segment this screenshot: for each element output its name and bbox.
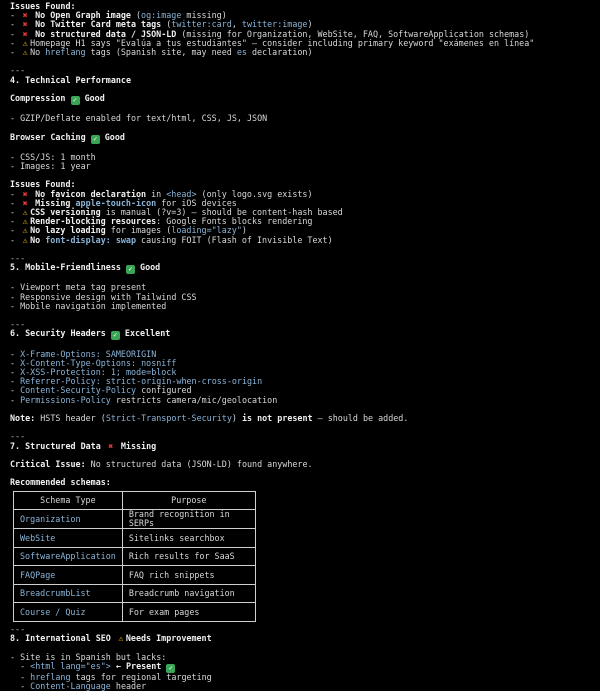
cross-icon: ✖: [22, 188, 28, 199]
warning-icon: ⚠: [118, 633, 124, 644]
intl-line: - hreflang tags for regional targeting: [10, 671, 212, 682]
purpose-cell: Sitelinks searchbox: [122, 529, 255, 548]
check-icon: ✓: [166, 664, 175, 673]
cross-icon: ✖: [22, 28, 28, 39]
caching-line: - CSS/JS: 1 month: [10, 151, 96, 162]
issue-favicon: - ✖ No favicon declaration in <head> (only logo.svg exists): [10, 188, 313, 199]
section-5-title: 5. Mobile-Friendliness ✓ Good: [10, 262, 161, 274]
warning-icon: ⚠: [22, 216, 28, 227]
purpose-cell: Brand recognition in SERPs: [122, 510, 255, 529]
table-row: [14, 584, 256, 603]
column-header: Purpose: [122, 491, 255, 510]
issue-og-image: - ✖ No Open Graph image (og:image missing): [10, 10, 227, 21]
warning-icon: ⚠: [22, 225, 28, 236]
security-header-item: - Content-Security-Policy configured: [10, 385, 192, 396]
mobile-item: - Responsive design with Tailwind CSS: [10, 291, 197, 302]
security-header-item: - Referrer-Policy: strict-origin-when-cross-origin: [10, 376, 263, 387]
security-header-item: - X-Content-Type-Options: nosniff: [10, 357, 177, 368]
caching-heading: Browser Caching ✓ Good: [10, 131, 125, 143]
purpose-cell: Rich results for SaaS: [122, 547, 255, 566]
compression-heading: Compression ✓ Good: [10, 93, 105, 104]
warning-icon: ⚠: [22, 37, 28, 48]
issue-css-versioning: - ⚠ CSS versioning is manual (?v=3) — should be content-hash based: [10, 206, 343, 217]
schema-type-cell: WebSite: [14, 529, 123, 548]
table-row: [14, 603, 256, 622]
purpose-cell: For exam pages: [122, 603, 255, 622]
cross-icon: ✖: [108, 440, 114, 451]
security-header-item: - X-XSS-Protection: 1; mode=block: [10, 366, 177, 377]
warning-icon: ⚠: [22, 206, 28, 217]
table-row: [14, 510, 256, 529]
issues-heading: Issues Found:: [10, 179, 76, 190]
intl-line: - Site is in Spanish but lacks:: [10, 651, 167, 662]
schema-type-cell: FAQPage: [14, 566, 123, 585]
issue-touch-icon: - ✖ Missing apple-touch-icon for iOS devices: [10, 197, 237, 208]
issue-structured-data: - ✖ No structured data / JSON-LD (missing for Organization, WebSite, FAQ, SoftwareApplication schemas): [10, 28, 530, 39]
security-header-item: - Permissions-Policy restricts camera/mic/geolocation: [10, 394, 278, 405]
mobile-item: - Mobile navigation implemented: [10, 300, 167, 311]
issue-hreflang: - ⚠ No hreflang tags (Spanish site, may need es declaration): [10, 47, 313, 58]
check-icon: ✓: [91, 135, 100, 144]
issue-lazy-loading: - ⚠ No lazy loading for images (loading="lazy"): [10, 225, 247, 236]
warning-icon: ⚠: [22, 47, 28, 58]
critical-issue: Critical Issue: No structured data (JSON-LD) found anywhere.: [10, 458, 313, 469]
column-header: Schema Type: [14, 491, 123, 510]
section-7-title: 7. Structured Data ✖ Missing: [10, 440, 157, 451]
recommended-schemas-heading: Recommended schemas:: [10, 477, 111, 488]
issue-homepage-h1: - ⚠ Homepage H1 says "Evalúa a tus estudiantes" — consider including primary keyword "exámenes en línea": [10, 37, 535, 48]
table-row: [14, 566, 256, 585]
table-header-row: [14, 491, 256, 510]
section-6-title: 6. Security Headers ✓ Excellent: [10, 328, 171, 340]
purpose-cell: Breadcrumb navigation: [122, 584, 255, 603]
mobile-item: - Viewport meta tag present: [10, 282, 147, 293]
security-header-item: - X-Frame-Options: SAMEORIGIN: [10, 348, 157, 359]
issue-font-display: - ⚠ No font-display: swap causing FOIT (Flash of Invisible Text): [10, 234, 333, 245]
issue-twitter-card: - ✖ No Twitter Card meta tags (twitter:card, twitter:image): [10, 19, 313, 30]
separator: ---: [10, 623, 26, 634]
check-icon: ✓: [71, 96, 80, 105]
schema-type-cell: Course / Quiz: [14, 603, 123, 622]
intl-line: - <html lang="es"> ← Present ✓: [10, 662, 590, 673]
section-4-title: 4. Technical Performance: [10, 74, 132, 85]
table-row: [14, 547, 256, 566]
table-row: [14, 529, 256, 548]
warning-icon: ⚠: [22, 234, 28, 245]
cross-icon: ✖: [22, 197, 28, 208]
section-8-title: 8. International SEO ⚠ Needs Improvement: [10, 633, 212, 644]
intl-line: - Content-Language header: [10, 680, 147, 691]
separator: ---: [10, 319, 26, 330]
check-icon: ✓: [111, 331, 120, 340]
hsts-note: Note: HSTS header (Strict-Transport-Security) is not present — should be added.: [10, 412, 409, 423]
compression-desc: - GZIP/Deflate enabled for text/html, CSS, JS, JSON: [10, 113, 268, 124]
issues-heading: Issues Found:: [10, 1, 76, 11]
cross-icon: ✖: [22, 10, 28, 21]
schema-type-cell: SoftwareApplication: [14, 547, 123, 566]
separator: ---: [10, 252, 26, 263]
separator: ---: [10, 65, 26, 76]
separator: ---: [10, 431, 26, 442]
schema-type-cell: BreadcrumbList: [14, 584, 123, 603]
cross-icon: ✖: [22, 19, 28, 30]
caching-line: - Images: 1 year: [10, 160, 91, 171]
schema-type-cell: Organization: [14, 510, 123, 529]
check-icon: ✓: [126, 265, 135, 274]
schema-table: [13, 491, 256, 622]
purpose-cell: FAQ rich snippets: [122, 566, 255, 585]
issue-render-blocking: - ⚠ Render-blocking resources: Google Fonts blocks rendering: [10, 216, 313, 227]
